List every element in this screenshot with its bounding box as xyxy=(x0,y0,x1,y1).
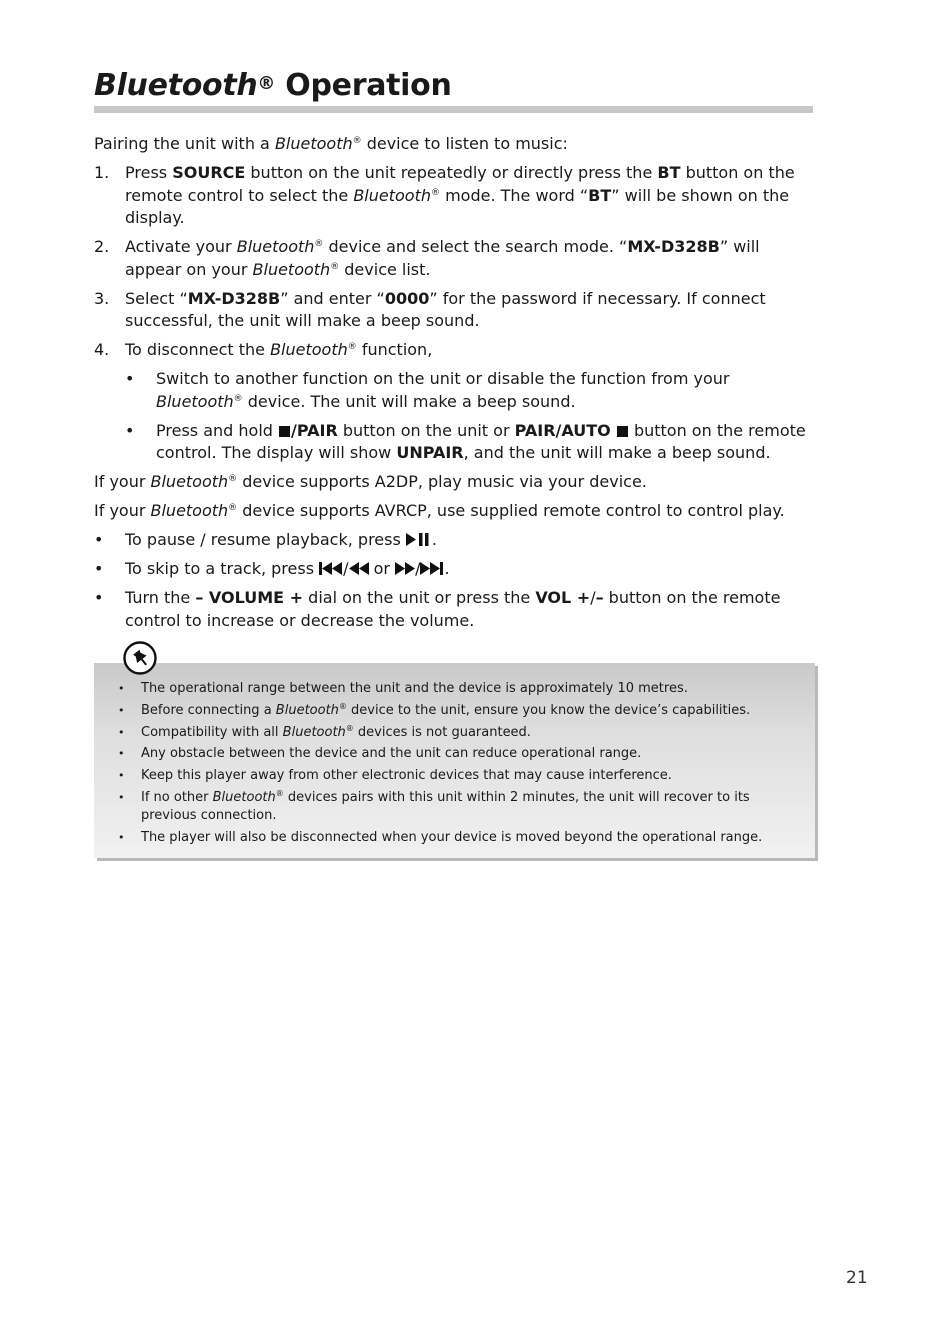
step-1 xyxy=(94,162,814,230)
note-item: • If no other Bluetooth® devices pairs with this unit within 2 minutes, the unit will recover to its previous connection. xyxy=(118,788,750,823)
bullet: • xyxy=(94,559,104,578)
sub-bullet-text: Press and hold /PAIR button on the unit or PAIR/AUTO button on the remote control. The display will show UNPAIR, and the unit will make a beep sound. xyxy=(156,420,806,462)
play-pause-icon xyxy=(406,533,432,546)
bullet-text: To pause / resume playback, press . xyxy=(125,530,437,549)
page-title xyxy=(94,68,452,103)
title-bluetooth: Bluetooth xyxy=(94,68,258,103)
step-number: 2. xyxy=(94,237,110,256)
a2dp-paragraph: If your Bluetooth® device supports A2DP, play music via your device. xyxy=(94,472,647,491)
bullet-text: Turn the – VOLUME + dial on the unit or press the VOL +/– button on the remote control to increase or decrease the volume. xyxy=(125,588,781,630)
bullet: • xyxy=(94,588,104,607)
step-2 xyxy=(94,236,814,281)
bullet-skip xyxy=(94,558,814,581)
stop-icon xyxy=(279,426,290,437)
step-text: To disconnect the Bluetooth® function, xyxy=(125,340,433,359)
bullet: • xyxy=(94,530,104,549)
note-item: • Compatibility with all Bluetooth® devices is not guaranteed. xyxy=(118,723,531,740)
stop-icon xyxy=(617,426,628,437)
step-number: 3. xyxy=(94,288,110,308)
note-item: • Any obstacle between the device and the unit can reduce operational range. xyxy=(118,746,642,762)
bullet-pause xyxy=(94,529,814,552)
bullet-text: To skip to a track, press / or / . xyxy=(125,559,450,578)
bullet-volume xyxy=(94,587,814,632)
rewind-icon xyxy=(349,562,369,575)
skip-next-icon xyxy=(420,562,444,575)
sub-bullet-press-hold xyxy=(125,420,814,465)
note-item: • The player will also be disconnected when your device is moved beyond the operational range. xyxy=(118,829,763,845)
skip-previous-icon xyxy=(319,562,343,575)
step-3 xyxy=(94,288,814,333)
avrcp-paragraph: If your Bluetooth® device supports AVRCP, use supplied remote control to control play. xyxy=(94,501,785,520)
page-number: 21 xyxy=(846,1268,868,1288)
step-number: 1. xyxy=(94,163,110,182)
note-item: • Before connecting a Bluetooth® device to the unit, ensure you know the device’s capabilities. xyxy=(118,701,751,718)
sub-bullet-switch xyxy=(125,368,814,413)
fast-forward-icon xyxy=(395,562,415,575)
step-text: Press SOURCE button on the unit repeatedly or directly press the BT button on the remote control to select the Bluetooth® mode. The word “BT” will be shown on the display. xyxy=(125,163,795,227)
sub-bullet-text: Switch to another function on the unit or disable the function from your Bluetooth® device. The unit will make a beep sound. xyxy=(156,369,730,411)
pushpin-note-icon xyxy=(122,640,158,676)
intro-paragraph: Pairing the unit with a Bluetooth® device to listen to music: xyxy=(94,134,568,153)
main-content xyxy=(94,133,814,639)
bullet: • xyxy=(125,369,135,388)
title-rule xyxy=(94,106,813,113)
step-text: Select “MX-D328B” and enter “0000” for the password if necessary. If connect successful, the unit will make a beep sound. xyxy=(125,288,766,330)
note-item: • The operational range between the unit and the device is approximately 10 metres. xyxy=(118,681,688,696)
step-number: 4. xyxy=(94,340,110,359)
step-text: Activate your Bluetooth® device and select the search mode. “MX-D328B” will appear on your Bluetooth® device list. xyxy=(125,237,760,279)
note-list xyxy=(118,680,808,851)
step-4 xyxy=(94,339,814,362)
title-reg: ® xyxy=(257,73,276,94)
bullet: • xyxy=(125,420,135,440)
note-item: • Keep this player away from other electronic devices that may cause interference. xyxy=(118,768,672,784)
title-rest: Operation xyxy=(275,68,452,103)
